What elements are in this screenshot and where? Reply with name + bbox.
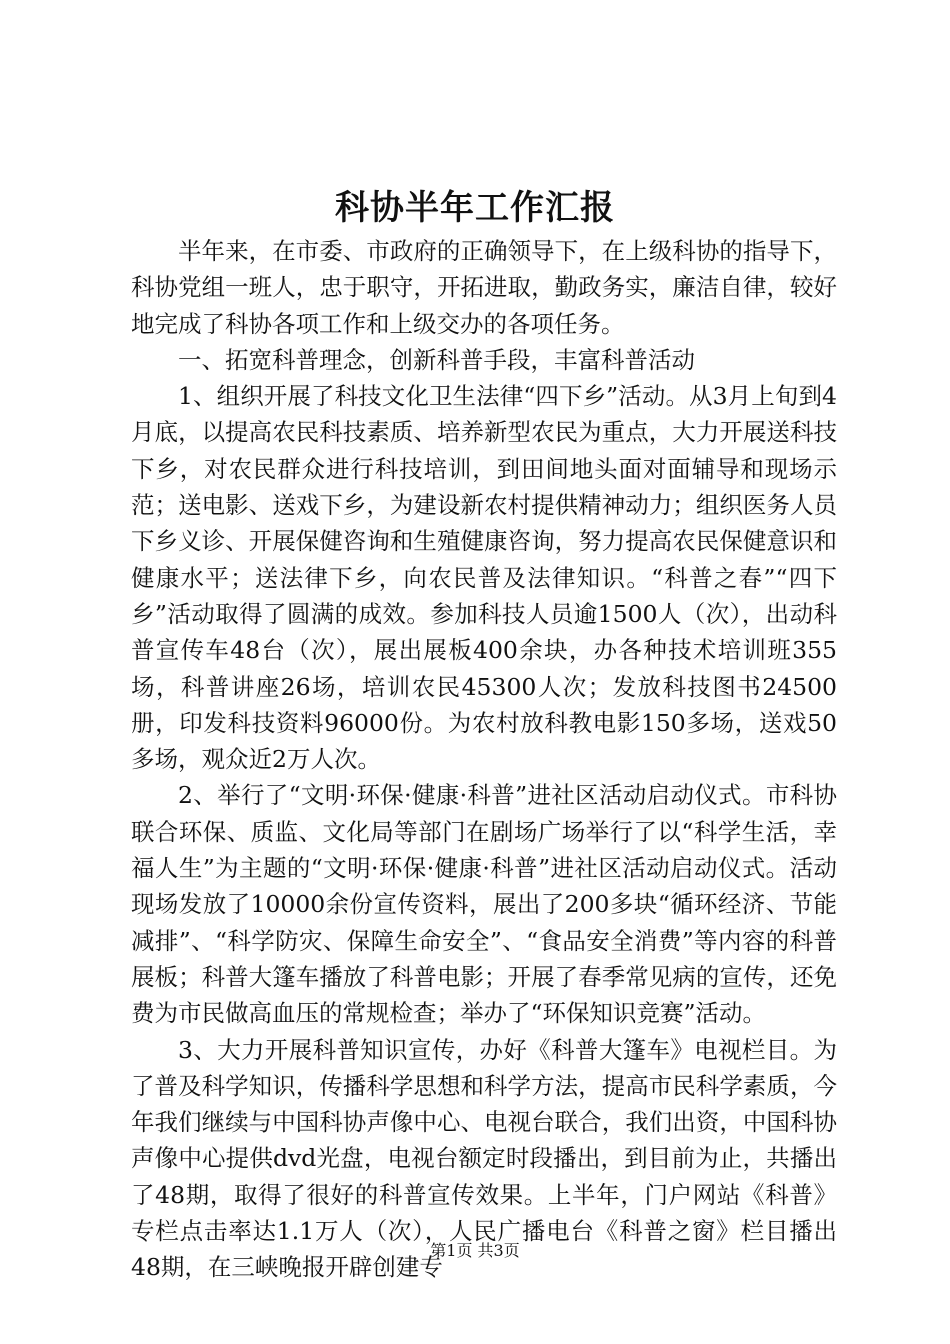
- document-title: 科协半年工作汇报: [335, 188, 615, 228]
- paragraph-item-3: 3、大力开展科普知识宣传，办好《科普大篷车》电视栏目。为了普及科学知识，传播科学思想和科学方法，提高市民科学素质，今年我们继续与中国科协声像中心、电视台联合，我们出资，中国科协声像中心提供dvd光盘，电视台额定时段播出，到目前为止，共播出了48期，取得了很好的科普宣传效果。上半年，门户网站《科普》专栏点击率达1.1万人（次），人民广播电台《科普之窗》栏目播出48期，在三峡晚报开辟创建专: [131, 1035, 837, 1282]
- page-footer: 第1页 共3页: [430, 1241, 520, 1260]
- paragraph-item-1: 1、组织开展了科技文化卫生法律“四下乡”活动。从3月上旬到4月底，以提高农民科技素质、培养新型农民为重点，大力开展送科技下乡，对农民群众进行科技培训，到田间地头面对面辅导和现场示范；送电影、送戏下乡，为建设新农村提供精神动力；组织医务人员下乡义诊、开展保健咨询和生殖健康咨询，努力提高农民保健意识和健康水平；送法律下乡，向农民普及法律知识。“科普之春”“四下乡”活动取得了圆满的成效。参加科技人员逾1500人（次），出动科普宣传车48台（次），展出展板400余块，办各种技术培训班355场，科普讲座26场，培训农民45300人次；发放科技图书24500册，印发科技资料96000份。为农村放科教电影150多场，送戏50多场，观众近2万人次。: [131, 382, 837, 774]
- section-heading: 一、拓宽科普理念，创新科普手段，丰富科普活动: [178, 345, 695, 374]
- paragraph-intro: 半年来，在市委、市政府的正确领导下，在上级科协的指导下，科协党组一班人，忠于职守，开拓进取，勤政务实，廉洁自律，较好地完成了科协各项工作和上级交办的各项任务。: [131, 237, 837, 338]
- document-body: [131, 233, 837, 1286]
- paragraph-item-2: 2、举行了“文明·环保·健康·科普”进社区活动启动仪式。市科协联合环保、质监、文化局等部门在剧场广场举行了以“科学生活，幸福人生”为主题的“文明·环保·健康·科普”进社区活动启动仪式。活动现场发放了10000余份宣传资料，展出了200多块“循环经济、节能减排”、“科学防灾、保障生命安全”、“食品安全消费”等内容的科普展板；科普大篷车播放了科普电影；开展了春季常见病的宣传，还免费为市民做高血压的常规检查；举办了“环保知识竞赛”活动。: [131, 781, 837, 1028]
